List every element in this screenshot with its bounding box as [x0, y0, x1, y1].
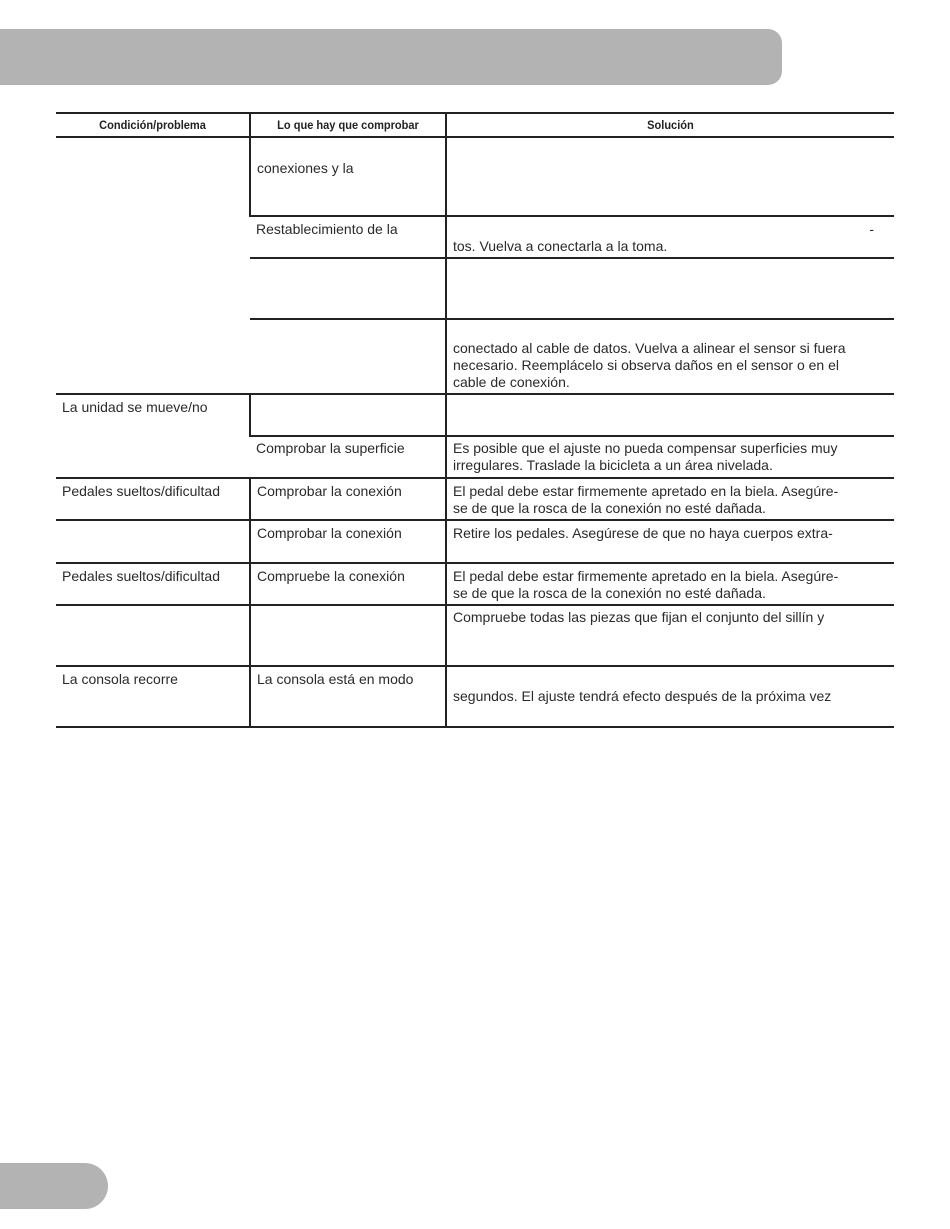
table-row: [56, 605, 894, 666]
condition-cell: La consola recorre: [56, 666, 250, 727]
solution-cell: [446, 258, 894, 319]
solution-cell: conectado al cable de datos. Vuelva a alinear el sensor si fuera necesario. Reemplácelo si observa daños en el sensor o en el cable de conexión.: [446, 319, 894, 394]
solution-cell: El pedal debe estar firmemente apretado en la biela. Asegúre- se de que la rosca de la conexión no esté dañada.: [446, 563, 894, 605]
check-cell: Comprobar la conexión: [250, 520, 446, 563]
condition-cell: Pedales sueltos/dificultad: [56, 478, 250, 520]
check-cell: [250, 605, 446, 666]
check-cell: La consola está en modo: [250, 666, 446, 727]
solution-cell: Retire los pedales. Asegúrese de que no haya cuerpos extra-: [446, 520, 894, 563]
solution-cell: segundos. El ajuste tendrá efecto después de la próxima vez: [446, 666, 894, 727]
header-condition: Condición/problema: [64, 113, 242, 137]
check-cell: conexiones y la: [250, 137, 446, 216]
condition-cell: [56, 605, 250, 666]
condition-cell: La unidad se mueve/no: [56, 394, 250, 478]
check-cell: Restablecimiento de la: [250, 216, 446, 258]
check-cell: Comprobar la conexión: [250, 478, 446, 520]
header-solution: Solución: [464, 113, 876, 137]
table-header-row: [56, 113, 894, 137]
condition-cell: [56, 520, 250, 563]
solution-cell: El pedal debe estar firmemente apretado en la biela. Asegúre- se de que la rosca de la conexión no esté dañada.: [446, 478, 894, 520]
header-check: Lo que hay que comprobar: [258, 113, 438, 137]
solution-cell: [446, 394, 894, 436]
table-row: [56, 394, 894, 436]
check-cell: [250, 319, 446, 394]
check-cell: Compruebe la conexión: [250, 563, 446, 605]
table-row: [56, 666, 894, 727]
troubleshooting-table: [56, 112, 894, 728]
check-cell: Comprobar la superficie: [250, 436, 446, 478]
table-row: [56, 520, 894, 563]
table-row: [56, 478, 894, 520]
header-bar: [0, 29, 782, 85]
check-cell: [250, 258, 446, 319]
table-row: [56, 563, 894, 605]
solution-cell: [446, 137, 894, 216]
page-tab: [0, 1163, 108, 1209]
condition-cell: Pedales sueltos/dificultad: [56, 563, 250, 605]
solution-cell: Compruebe todas las piezas que fijan el conjunto del sillín y: [446, 605, 894, 666]
check-cell: [250, 394, 446, 436]
solution-cell: - tos. Vuelva a conectarla a la toma.: [446, 216, 894, 258]
solution-cell: Es posible que el ajuste no pueda compensar superficies muy irregulares. Traslade la bicicleta a un área nivelada.: [446, 436, 894, 478]
table-row: [56, 137, 894, 216]
condition-cell: [56, 137, 250, 394]
